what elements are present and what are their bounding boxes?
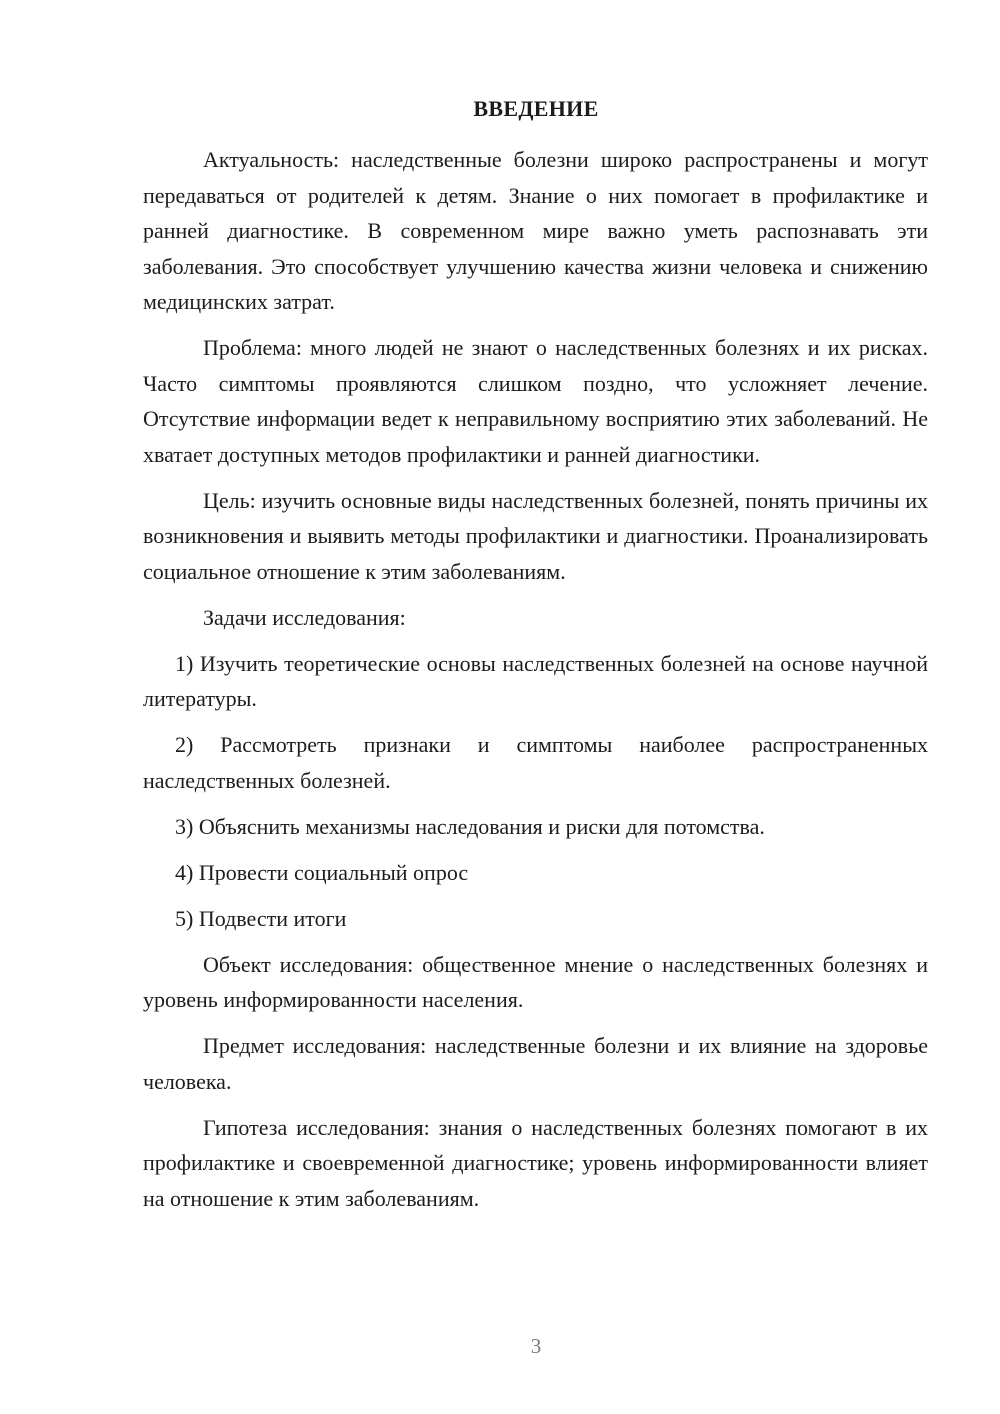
paragraph-goal: Цель: изучить основные виды наследственных болезней, понять причины их возникновения и выявить методы профилактики и диагностики. Проанализировать социальное отношение к этим заболеваниям. (143, 487, 928, 584)
tasks-heading: Задачи исследования: (203, 604, 406, 630)
task-item-1: 1) Изучить теоретические основы наследственных болезней на основе научной литературы. (143, 650, 928, 711)
paragraph-subject: Предмет исследования: наследственные болезни и их влияние на здоровье человека. (143, 1033, 928, 1094)
page-number: 3 (530, 1334, 542, 1358)
paragraph-object: Объект исследования: общественное мнение о наследственных болезнях и уровень информированности населения. (143, 951, 928, 1012)
task-item-2: 2) Рассмотреть признаки и симптомы наиболее распространенных наследственных болезней. (143, 732, 928, 793)
paragraph-hypothesis: Гипотеза исследования: знания о наследственных болезнях помогают в их профилактике и своевременной диагностике; уровень информированности влияет на отношение к этим заболеваниям. (143, 1114, 928, 1211)
task-item-5: 5) Подвести итоги (175, 905, 347, 931)
task-item-3: 3) Объяснить механизмы наследования и риски для потомства. (175, 813, 765, 839)
paragraph-relevance: Актуальность: наследственные болезни широко распространены и могут передаваться от родителей к детям. Знание о них помогает в профилактике и ранней диагностике. В современном мире важно уметь распознавать эти заболевания. Это способствует улучшению качества жизни человека и снижению медицинских затрат. (143, 147, 928, 314)
paragraph-problem: Проблема: много людей не знают о наследственных болезнях и их рисках. Часто симптомы проявляются слишком поздно, что усложняет лечение. Отсутствие информации ведет к неправильному восприятию этих заболеваний. Не хватает доступных методов профилактики и ранней диагностики. (143, 335, 928, 467)
document-body (143, 142, 928, 1227)
task-item-4: 4) Провести социальный опрос (175, 859, 469, 885)
page-title: ВВЕДЕНИЕ (473, 96, 599, 121)
